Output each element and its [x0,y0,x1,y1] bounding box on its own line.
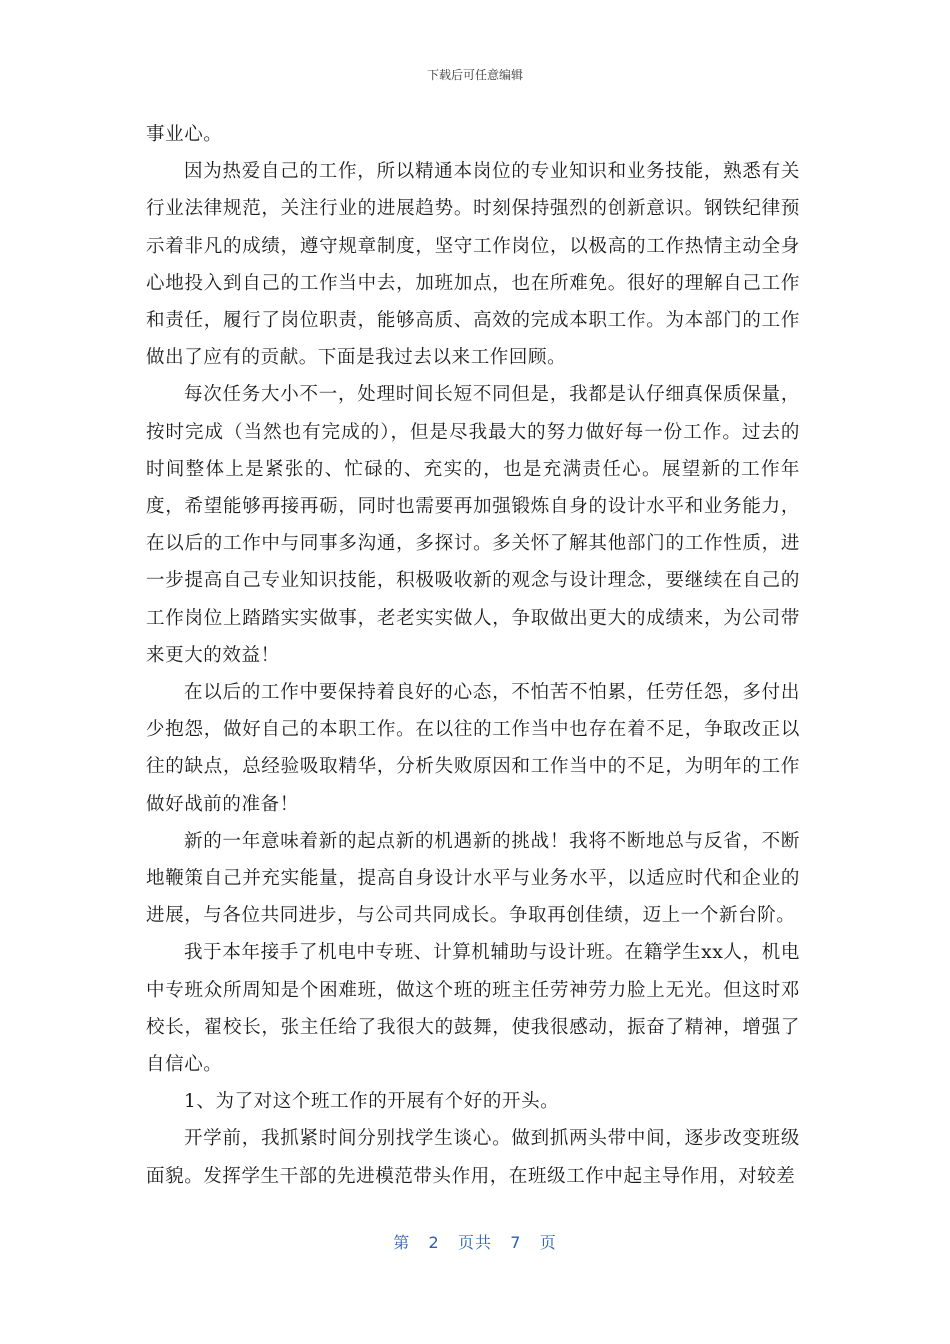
footer-prefix: 第 [393,1233,411,1252]
paragraph-4: 在以后的工作中要保持着良好的心态，不怕苦不怕累，任劳任怨，多付出少抱怨，做好自己的本职工作。在以往的工作当中也存在着不足，争取改正以往的缺点，总经验吸取精华，分析失败原因和工作当中的不足，为明年的工作做好战前的准备！ [146,682,800,815]
footer-total-pages: 7 [510,1233,522,1252]
paragraph-2: 因为热爱自己的工作，所以精通本岗位的专业知识和业务技能，熟悉有关行业法律规范，关注行业的进展趋势。时刻保持强烈的创新意识。钢铁纪律预示着非凡的成绩，遵守规章制度，坚守工作岗位，以极高的工作热情主动全身心地投入到自己的工作当中去，加班加点，也在所难免。很好的理解自己工作和责任，履行了岗位职责，能够高质、高效的完成本职工作。为本部门的工作做出了应有的贡献。下面是我过去以来工作回顾。 [146,161,800,369]
footer-suffix: 页 [539,1233,557,1252]
footer-current-page: 2 [428,1233,440,1252]
paragraph-1: 事业心。 [146,124,223,145]
paragraph-6: 我于本年接手了机电中专班、计算机辅助与设计班。在籍学生xx人，机电中专班众所周知是个困难班，做这个班的班主任劳神劳力脸上无光。但这时邓校长，翟校长，张主任给了我很大的鼓舞，使我很感动，振奋了精神，增强了自信心。 [146,942,800,1076]
page-header [0,66,950,83]
header-text: 下载后可任意编辑 [426,68,523,82]
paragraph-8: 开学前，我抓紧时间分别找学生谈心。做到抓两头带中间，逐步改变班级面貌。发挥学生干部的先进模范带头作用，在班级工作中起主导作用，对较差 [146,1128,800,1187]
paragraph-3: 每次任务大小不一，处理时间长短不同但是，我都是认仔细真保质保量，按时完成（当然也有完成的），但是尽我最大的努力做好每一份工作。过去的时间整体上是紧张的、忙碌的、充实的，也是充满责任心。展望新的工作年度，希望能够再接再砺，同时也需要再加强锻炼自身的设计水平和业务能力，在以后的工作中与同事多沟通，多探讨。多关怀了解其他部门的工作性质，进一步提高自己专业知识技能，积极吸收新的观念与设计理念，要继续在自己的工作岗位上踏踏实实做事，老老实实做人，争取做出更大的成绩来，为公司带来更大的效益！ [146,384,800,666]
paragraph-7: 1、为了对这个班工作的开展有个好的开头。 [184,1091,560,1113]
page-footer [0,1230,950,1253]
paragraph-5: 新的一年意味着新的起点新的机遇新的挑战！我将不断地总与反省，不断地鞭策自己并充实能量，提高自身设计水平与业务水平，以适应时代和企业的进展，与各位共同进步，与公司共同成长。争取再创佳绩，迈上一个新台阶。 [146,830,800,927]
document-body [146,116,800,1195]
footer-middle: 页共 [457,1233,492,1252]
